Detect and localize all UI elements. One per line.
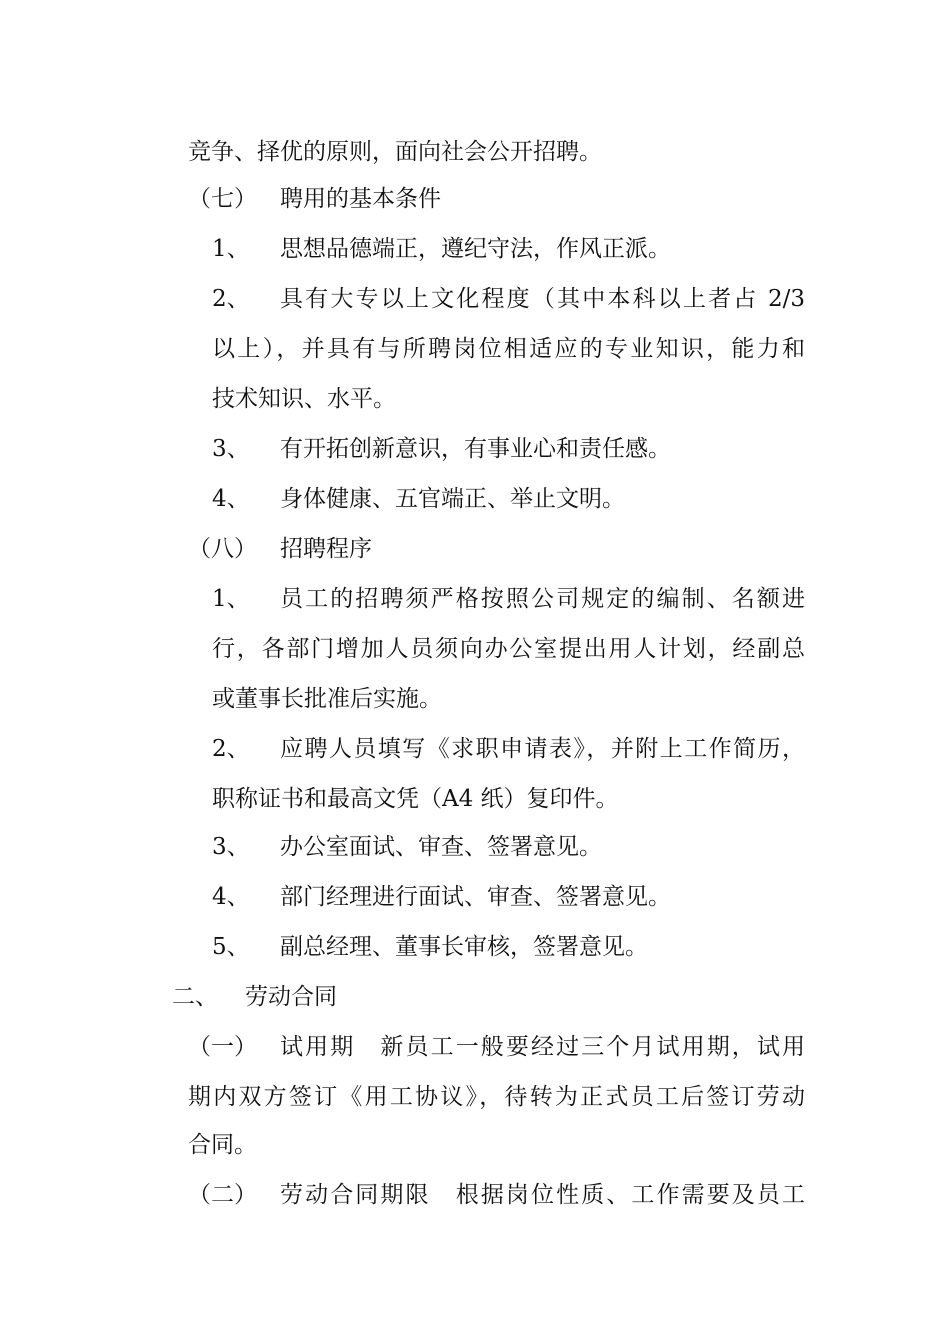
list-item-text: 部门经理进行面试、审查、签署意见。	[280, 884, 671, 910]
chapter-heading-labor-contract: 劳动合同	[245, 984, 337, 1010]
section-number-8: （八）	[188, 536, 257, 562]
section-text-continued: 合同。	[188, 1132, 257, 1158]
list-item-text: 思想品德端正，遵纪守法，作风正派。	[280, 236, 671, 262]
list-item-text-continued: 行，各部门增加人员须向办公室提出用人计划，经副总	[212, 636, 805, 662]
list-item-text: 员工的招聘须严格按照公司规定的编制、名额进	[280, 586, 805, 612]
section-heading-recruitment-procedure: 招聘程序	[280, 536, 372, 562]
list-number: 2、	[212, 736, 250, 762]
section-number-2: （二）	[188, 1182, 257, 1208]
list-number: 3、	[212, 834, 250, 860]
list-item-text-continued: 以上），并具有与所聘岗位相适应的专业知识，能力和	[212, 336, 805, 362]
list-item-text: 有开拓创新意识，有事业心和责任感。	[280, 436, 671, 462]
list-number: 5、	[212, 934, 250, 960]
section-text-contract-term: 劳动合同期限 根据岗位性质、工作需要及员工	[280, 1182, 805, 1208]
list-item-text: 办公室面试、审查、签署意见。	[280, 834, 602, 860]
section-number-7: （七）	[188, 186, 257, 212]
list-number: 4、	[212, 486, 250, 512]
list-item-text: 具有大专以上文化程度（其中本科以上者占 2/3	[280, 286, 805, 312]
section-number-1: （一）	[188, 1034, 257, 1060]
chapter-number-2: 二、	[172, 984, 218, 1010]
list-item-text: 应聘人员填写《求职申请表》，并附上工作简历，	[280, 736, 805, 762]
section-heading-employment-conditions: 聘用的基本条件	[280, 186, 441, 212]
list-number: 4、	[212, 884, 250, 910]
section-text-probation: 试用期 新员工一般要经过三个月试用期，试用	[280, 1034, 805, 1060]
list-item-text-continued: 或董事长批准后实施。	[212, 686, 442, 712]
list-number: 1、	[212, 236, 250, 262]
list-item-text-continued: 技术知识、水平。	[212, 386, 396, 412]
list-item-text: 身体健康、五官端正、举止文明。	[280, 486, 625, 512]
list-item-text: 副总经理、董事长审核，签署意见。	[280, 934, 648, 960]
list-item-text-continued: 职称证书和最高文凭（A4 纸）复印件。	[212, 786, 619, 812]
list-number: 1、	[212, 586, 250, 612]
section-text-continued: 期内双方签订《用工协议》，待转为正式员工后签订劳动	[188, 1084, 805, 1110]
list-number: 3、	[212, 436, 250, 462]
paragraph-line: 竞争、择优的原则，面向社会公开招聘。	[188, 139, 602, 165]
list-number: 2、	[212, 286, 250, 312]
